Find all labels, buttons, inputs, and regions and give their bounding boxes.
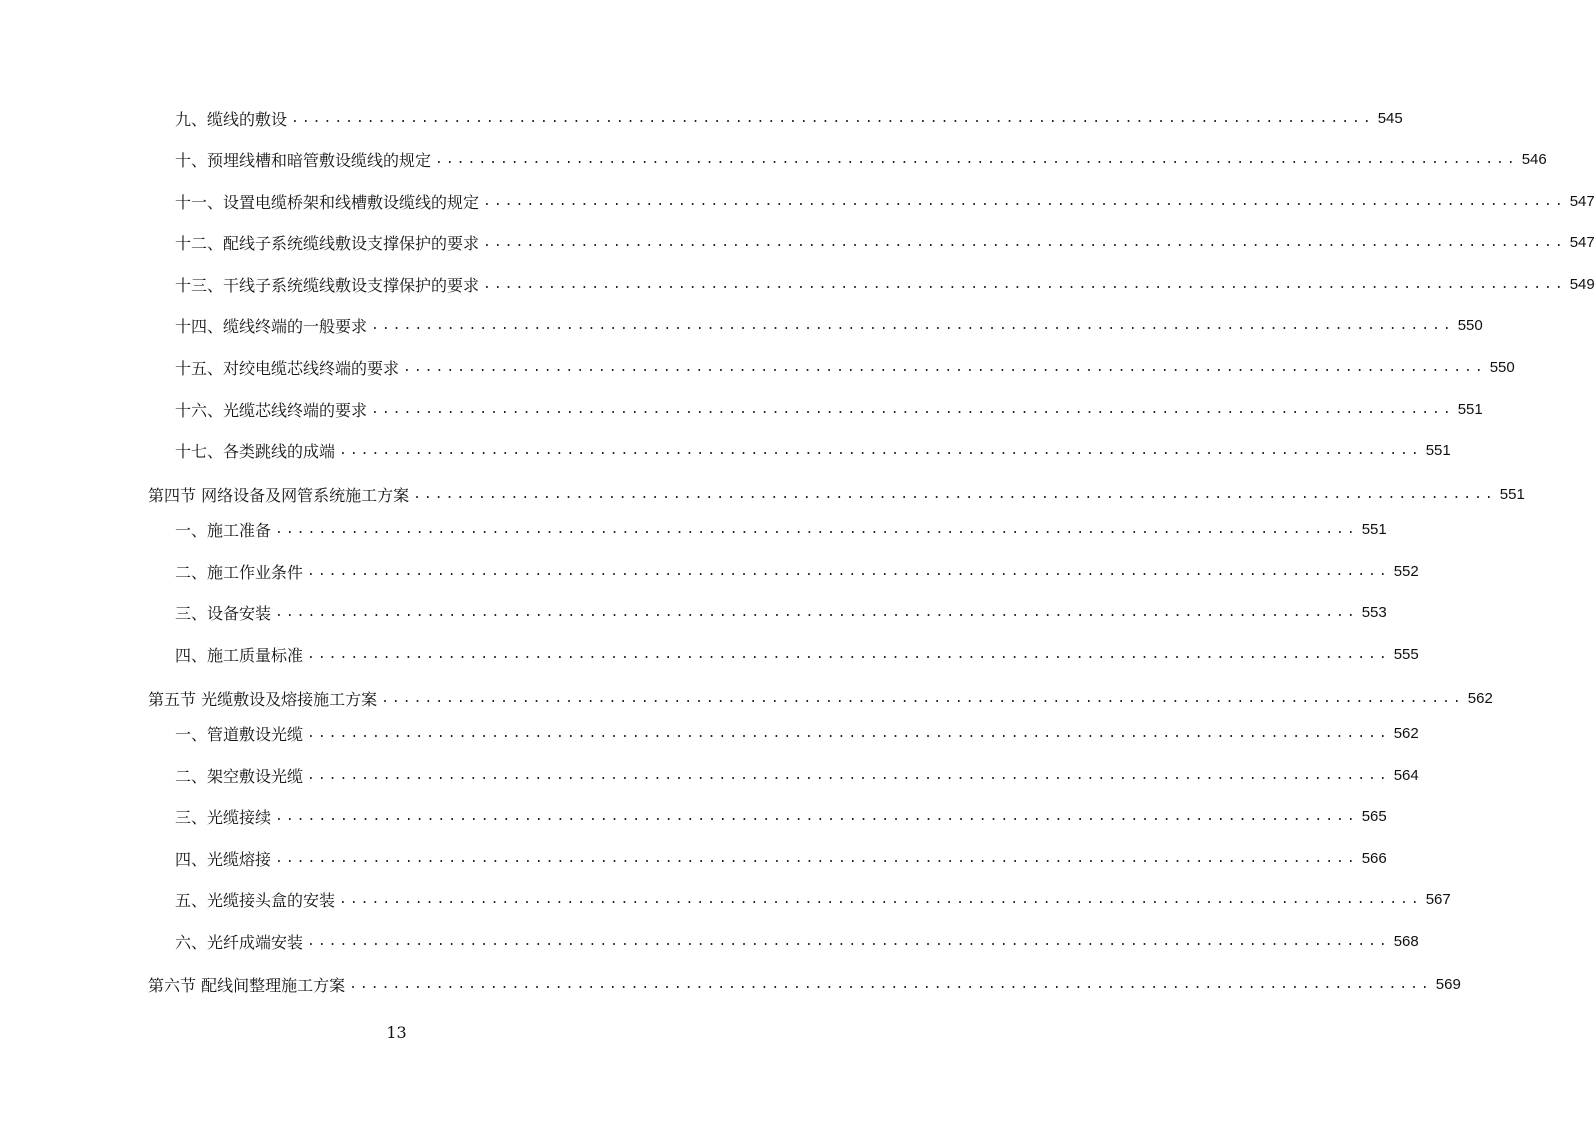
toc-entry-title: 第四节 网络设备及网管系统施工方案 [148,485,410,505]
toc-entry[interactable] [175,763,1419,787]
toc-entry-page: 547 [1569,233,1595,251]
toc-leader-dots: .................................................................................................... [307,646,1390,662]
toc-entry-page: 555 [1393,645,1419,663]
toc-leader-dots: .................................................................................................... [483,234,1566,250]
toc-leader-dots: .................................................................................................... [307,725,1390,741]
toc-entry-title: 十四、缆线终端的一般要求 [175,316,368,336]
toc-leader-dots: .................................................................................................... [307,767,1390,783]
toc-leader-dots: .................................................................................................... [483,276,1566,292]
toc-leader-dots: .................................................................................................... [291,110,1374,126]
toc-entry[interactable] [175,517,1387,541]
toc-leader-dots: .................................................................................................... [275,521,1358,537]
toc-leader-dots: .................................................................................................... [371,317,1454,333]
toc-entry-page: 550 [1457,316,1483,334]
toc-entry[interactable] [175,887,1451,911]
toc-entry-page: 549 [1569,275,1595,293]
toc-entry[interactable] [175,313,1483,337]
toc-entry-title: 第六节 配线间整理施工方案 [148,975,346,995]
toc-entry-title: 第五节 光缆敷设及熔接施工方案 [148,689,378,709]
toc-entry-page: 550 [1489,358,1515,376]
toc-entry-title: 十一、设置电缆桥架和线槽敷设缆线的规定 [175,192,480,212]
toc-leader-dots: .................................................................................................... [483,193,1566,209]
toc-leader-dots: .................................................................................................... [371,401,1454,417]
toc-leader-dots: .................................................................................................... [435,151,1518,167]
toc-entry-title: 九、缆线的敷设 [175,109,288,129]
toc-leader-dots: .................................................................................................... [349,976,1432,992]
toc-entry[interactable] [175,721,1419,745]
toc-entry-title: 四、施工质量标准 [175,645,304,665]
toc-entry[interactable] [175,929,1419,953]
page-number: 13 [386,1023,407,1042]
toc-entry-page: 551 [1457,400,1483,418]
toc-entry-title: 十七、各类跳线的成端 [175,441,336,461]
toc-leader-dots: .................................................................................................... [275,604,1358,620]
toc-entry-title: 二、架空敷设光缆 [175,766,304,786]
toc-entry[interactable] [175,272,1595,296]
toc-leader-dots: .................................................................................................... [307,933,1390,949]
toc-section-entry[interactable] [148,482,1525,506]
toc-entry-title: 一、施工准备 [175,520,272,540]
toc-entry-page: 553 [1361,603,1387,621]
toc-entry[interactable] [175,642,1419,666]
toc-leader-dots: .................................................................................................... [413,486,1496,502]
toc-entry-page: 564 [1393,766,1419,784]
toc-entry-page: 545 [1377,109,1403,127]
toc-leader-dots: .................................................................................................... [339,891,1422,907]
toc-entry-page: 547 [1569,192,1595,210]
toc-entry[interactable] [175,189,1595,213]
toc-entry-title: 六、光纤成端安装 [175,932,304,952]
toc-entry-title: 一、管道敷设光缆 [175,724,304,744]
toc-entry[interactable] [175,559,1419,583]
toc-entry-title: 十三、干线子系统缆线敷设支撑保护的要求 [175,275,480,295]
toc-entry-page: 552 [1393,562,1419,580]
toc-entry-page: 568 [1393,932,1419,950]
toc-leader-dots: .................................................................................................... [381,690,1464,706]
toc-leader-dots: .................................................................................................... [275,808,1358,824]
toc-entry[interactable] [175,804,1387,828]
toc-entry-title: 三、设备安装 [175,603,272,623]
toc-entry[interactable] [175,230,1595,254]
toc-entry-title: 十二、配线子系统缆线敷设支撑保护的要求 [175,233,480,253]
toc-leader-dots: .................................................................................................... [307,563,1390,579]
toc-section-entry[interactable] [148,686,1493,710]
toc-leader-dots: .................................................................................................... [403,359,1486,375]
toc-entry[interactable] [175,106,1403,130]
toc-leader-dots: .................................................................................................... [275,850,1358,866]
toc-entry-page: 565 [1361,807,1387,825]
toc-entry-page: 562 [1467,689,1493,707]
toc-entry-page: 551 [1425,441,1451,459]
toc-leader-dots: .................................................................................................... [339,442,1422,458]
toc-entry-title: 五、光缆接头盒的安装 [175,890,336,910]
toc-entry-page: 567 [1425,890,1451,908]
toc-entry[interactable] [175,355,1515,379]
toc-entry-title: 二、施工作业条件 [175,562,304,582]
toc-entry-title: 十六、光缆芯线终端的要求 [175,400,368,420]
toc-entry[interactable] [175,397,1483,421]
toc-entry-title: 四、光缆熔接 [175,849,272,869]
toc-entry[interactable] [175,846,1387,870]
toc-entry-page: 566 [1361,849,1387,867]
toc-entry[interactable] [175,147,1547,171]
toc-entry[interactable] [175,600,1387,624]
toc-entry-page: 551 [1499,485,1525,503]
toc-section-entry[interactable] [148,972,1461,996]
toc-entry-title: 十、预埋线槽和暗管敷设缆线的规定 [175,150,432,170]
toc-entry-title: 三、光缆接续 [175,807,272,827]
toc-entry-page: 546 [1521,150,1547,168]
toc-entry-page: 551 [1361,520,1387,538]
toc-entry-page: 569 [1435,975,1461,993]
toc-entry-page: 562 [1393,724,1419,742]
toc-entry[interactable] [175,438,1451,462]
toc-entry-title: 十五、对绞电缆芯线终端的要求 [175,358,400,378]
